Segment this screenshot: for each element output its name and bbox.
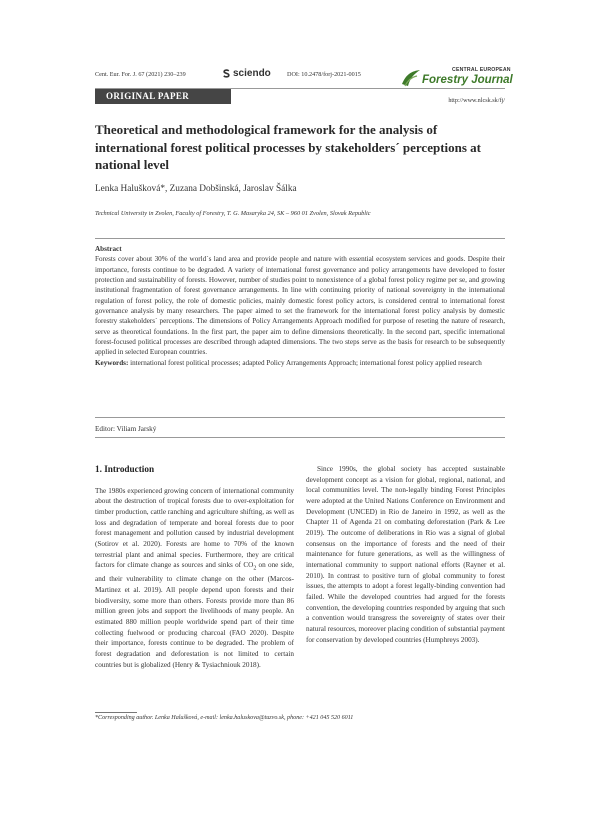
- journal-url[interactable]: http://www.nlcsk.sk/fj/: [448, 97, 505, 104]
- author-list: Lenka Halušková*, Zuzana Dobšinská, Jaroslav Šálka: [95, 184, 297, 194]
- keywords-label: Keywords:: [95, 358, 129, 367]
- paper-title: Theoretical and methodological framework for the analysis of international forest political processes by stakeholders´ perceptions at national level: [95, 122, 482, 172]
- paper-type-banner: ORIGINAL PAPER: [95, 89, 231, 104]
- abstract-block: [95, 244, 505, 368]
- keywords-text: international forest political processes; adapted Policy Arrangements Approach; international forest policy applied research: [130, 358, 482, 367]
- journal-logo-title: Forestry Journal: [422, 74, 513, 86]
- publisher-name: sciendo: [233, 68, 271, 79]
- editor-line: Editor: Viliam Jarský: [95, 425, 157, 433]
- journal-logo: [400, 66, 513, 90]
- tree-swoosh-icon: [400, 68, 422, 88]
- sciendo-icon: [222, 69, 231, 78]
- section-heading-introduction: 1. Introduction: [95, 464, 155, 474]
- doi[interactable]: DOI: 10.2478/forj-2021-0015: [287, 71, 361, 78]
- left-column: [95, 464, 294, 670]
- journal-citation: Cent. Eur. For. J. 67 (2021) 230–239: [95, 71, 186, 78]
- editor-divider: [95, 437, 505, 438]
- intro-paragraph-1: [95, 486, 294, 671]
- intro-paragraph-1-part-b: on one side, and their vulnerability to climate change on the other (Marcos-Martinez et al. 2019). All people depend upon forests and their biodiversity, some more than others. Forests provide more than 86 million green jobs and support the livelihoods of many people. An estimated 880 million people worldwide spend part of their time collecting fuelwood or producing charcoal (FAO 2020). Despite their importance, forests continue to be degraded. The problem of forest degradation and deforestation is not limited to certain countries but is globalized (Henry & Tysiachniouk 2018).: [95, 561, 294, 669]
- intro-paragraph-2: Since 1990s, the global society has accepted sustainable development concept as a vision for global, regional, national, and local communities level. The non-legally binding Forest Principles were adopted at the United Nations Conference on Environment and Development (UNCED) in Rio de Janeiro in 1992, as well as the Chapter 11 of Agenda 21 on combating deforestation (Park & Lee 2019). The outcome of deliberations in Rio was a signal of global consensus on the importance of forests and the need of their maintenance for future generations, as well as the willingness of international community to support national efforts (Rayner et al. 2010). In contrast to positive turn of global community to forest issues, the attempts to adopt a forest legally-binding convention had failed. While the developed countries had argued for the forests convention, the developing countries responded by arguing that such a convention would transgress the sovereignty of states over their natural resources, moreover placing condition of substantial payment for conservation by developed countries (Humphreys 2003).: [306, 465, 505, 644]
- co2-subscript: 2: [253, 565, 257, 572]
- intro-paragraph-1-part-a: The 1980s experienced growing concern of international community about the destruction of tropical forests due to over-exploitation for timber production, cattle ranching and agriculture shifting, as well as loss and degradation of temperate and boreal forests due to poor forest management and pollution caused by industrial development (Sotirov et al. 2020). Forests are home to 70% of the known terrestrial plant and animal species. Furthermore, they are critical factors for climate change as sources and sinks of CO: [95, 486, 294, 570]
- affiliation: Technical University in Zvolen, Faculty of Forestry, T. G. Masaryka 24, SK – 960 01 Zvolen, Slovak Republic: [95, 210, 371, 217]
- corresponding-author-footnote: *Corresponding author. Lenka Halušková, e-mail: lenka.haluskova@tuzvo.sk, phone: +421 045 520 6011: [95, 715, 354, 721]
- footnote-divider: [95, 712, 137, 713]
- publisher-logo: [222, 68, 271, 79]
- right-column: [306, 464, 505, 645]
- keywords: [95, 358, 505, 368]
- abstract-bottom-divider: [95, 417, 505, 418]
- abstract-text: Forests cover about 30% of the world´s land area and provide people and nature with essential ecosystem services and goods. Despite their importance, forests continue to be degraded. A variety of international forest governance and policy arrangements have developed to foster protection and sustainability of forests. However, number of studies point to nonexistence of a global forest policy regime per se, and growing institutional fragmentation of forest governance arrangements. In line with continuing priority of national sovereignty in the international regulation of forest policy, the role of domestic policies, mainly domestic forest policy actors, is considered central to international forest governance analysis by many researchers. The paper aimed to set the framework for the international forest policy analysis by domestic forestry stakeholders´ perceptions. The dimensions of Policy Arrangements Approach modified for purpose of reseting the nature of research, serve as theoretical foundations. In the first part, the paper aim to define dimensions theoretically. In the second part, specific international forest-focused political processes are described through adapted dimensions. The two steps serve as the basis for research to be subsequently applied in selected European countries.: [95, 255, 505, 357]
- abstract-heading: Abstract: [95, 245, 122, 253]
- abstract-top-divider: [95, 238, 505, 239]
- journal-logo-subtitle: CENTRAL EUROPEAN: [452, 67, 511, 73]
